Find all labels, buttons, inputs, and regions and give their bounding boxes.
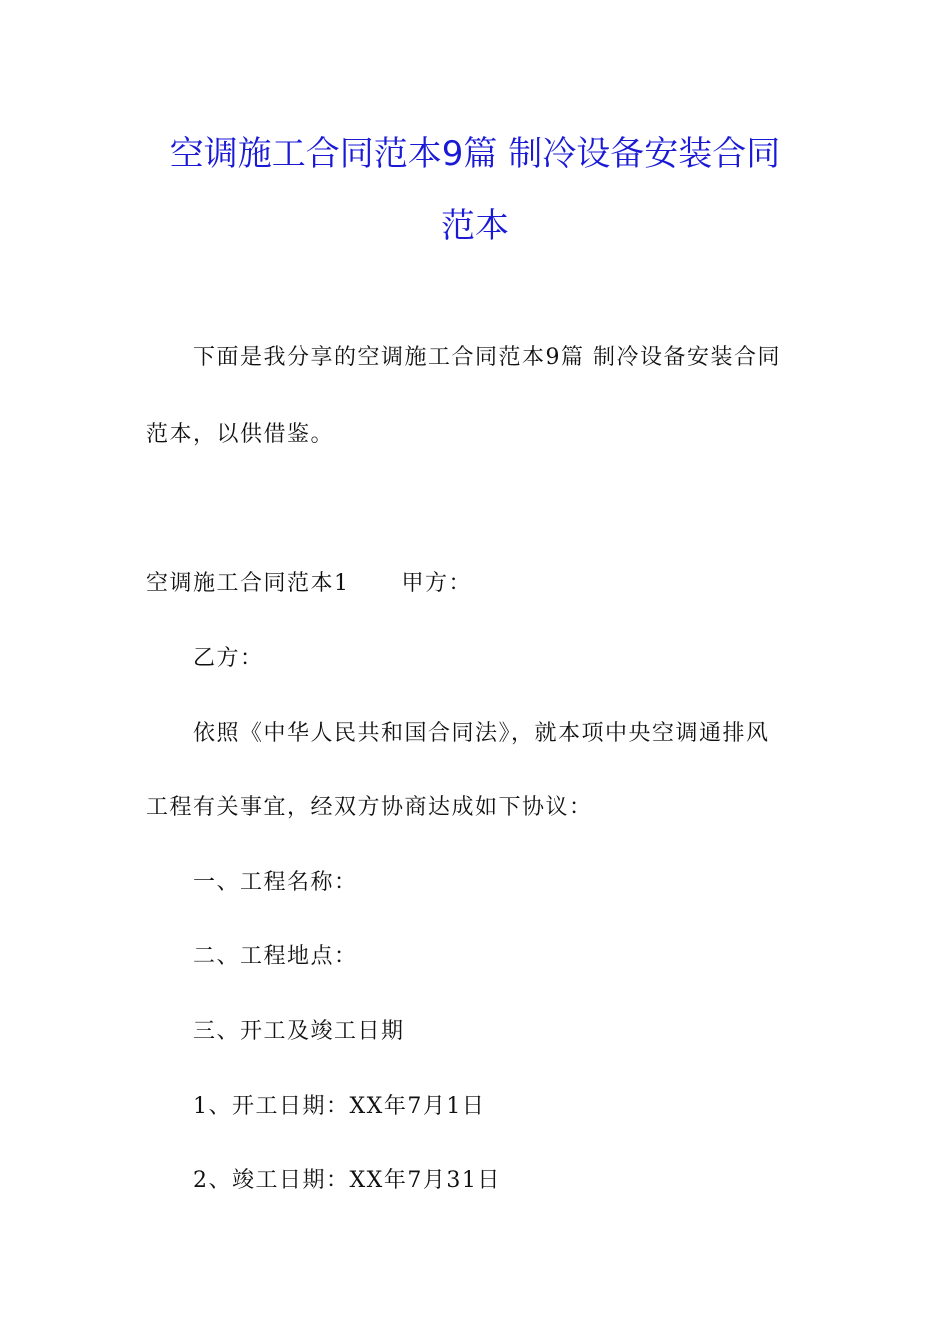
- item-project-name: 一、工程名称：: [193, 870, 358, 895]
- intro-paragraph-line-1: 下面是我分享的空调施工合同范本9篇 制冷设备安装合同: [193, 345, 781, 370]
- party-b-label: 乙方：: [193, 646, 264, 671]
- sub-item-start-date: 1、开工日期：XX年7月1日: [193, 1094, 486, 1119]
- sub-item-completion-date: 2、竣工日期：XX年7月31日: [193, 1168, 501, 1193]
- section-heading-row: [146, 570, 472, 598]
- document-title-line-2: 范本: [441, 206, 509, 246]
- basis-paragraph-line-1: 依照《中华人民共和国合同法》，就本项中央空调通排风: [193, 721, 770, 746]
- section-heading: 空调施工合同范本1: [146, 571, 350, 596]
- item-dates-heading: 三、开工及竣工日期: [193, 1019, 405, 1044]
- intro-paragraph-line-2: 范本，以供借鉴。: [146, 422, 335, 447]
- document-title-line-1: 空调施工合同范本9篇 制冷设备安装合同: [169, 134, 781, 174]
- party-a-label: 甲方：: [401, 571, 473, 596]
- basis-paragraph-line-2: 工程有关事宜，经双方协商达成如下协议：: [146, 795, 593, 820]
- item-project-location: 二、工程地点：: [193, 944, 358, 969]
